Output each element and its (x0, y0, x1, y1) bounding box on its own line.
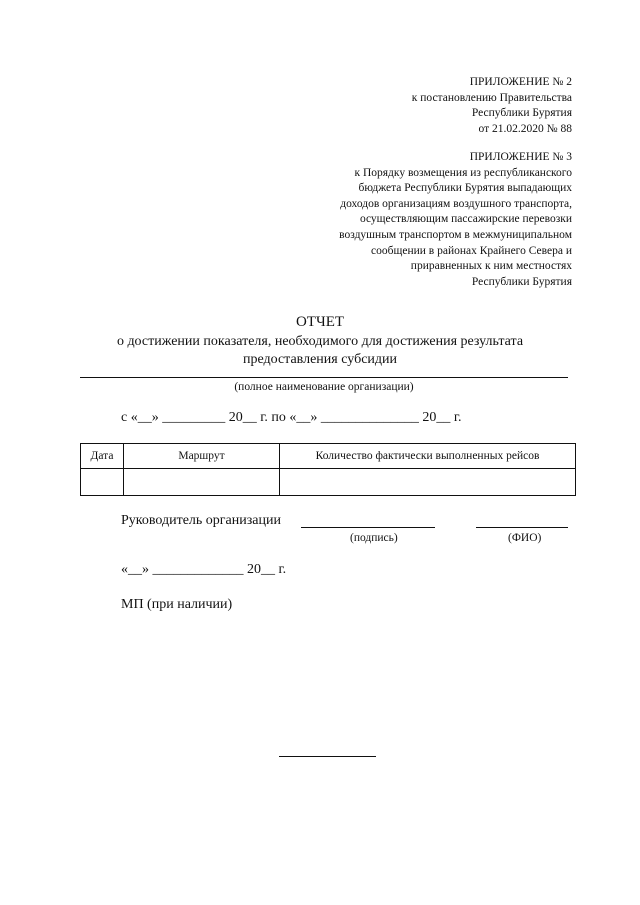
fio-field[interactable] (476, 527, 568, 528)
signature-date-line: «__» _____________ 20__ г. (121, 562, 287, 577)
appendix-2-block (412, 75, 572, 137)
report-title: ОТЧЕТ (295, 314, 345, 330)
fio-caption: (ФИО) (508, 532, 542, 544)
appendix-3-line: осуществляющим пассажирские перевозки (359, 213, 572, 226)
table-cell-date[interactable] (81, 469, 124, 496)
appendix-3-block (339, 150, 572, 290)
column-header-date: Дата (81, 444, 124, 469)
appendix-3-line: ПРИЛОЖЕНИЕ № 3 (469, 151, 572, 163)
report-subtitle-line: предоставления субсидии (242, 352, 398, 367)
flights-table (80, 443, 576, 496)
appendix-2-line: Республики Бурятия (471, 107, 572, 120)
appendix-2-line: ПРИЛОЖЕНИЕ № 2 (469, 76, 572, 88)
table-header-row (81, 444, 576, 469)
column-header-route: Маршрут (124, 444, 280, 469)
head-of-organization-label: Руководитель организации (121, 513, 281, 528)
report-subtitle-line: о достижении показателя, необходимого для достижения результата (116, 334, 524, 349)
appendix-3-line: приравненных к ним местностях (410, 260, 572, 273)
footer-divider (279, 756, 376, 757)
organization-caption: (полное наименование организации) (234, 381, 414, 393)
table-cell-flights-count[interactable] (280, 469, 576, 496)
column-header-flights-count: Количество фактически выполненных рейсов (280, 444, 576, 469)
appendix-2-line: от 21.02.2020 № 88 (478, 122, 572, 135)
organization-name-field[interactable] (80, 377, 568, 378)
appendix-3-line: к Порядку возмещения из республиканского (354, 166, 572, 179)
appendix-3-line: сообщении в районах Крайнего Севера и (371, 244, 572, 257)
appendix-2-line: к постановлению Правительства (411, 91, 572, 104)
signature-field[interactable] (301, 527, 435, 528)
signature-caption: (подпись) (350, 532, 398, 544)
appendix-3-line: бюджета Республики Бурятия выпадающих (358, 182, 572, 195)
appendix-3-line: воздушным транспортом в межмуниципальном (339, 228, 572, 241)
table-row (81, 469, 576, 496)
period-line: с «__» _________ 20__ г. по «__» ______________ 20__ г. (121, 410, 462, 425)
stamp-label: МП (при наличии) (121, 597, 233, 612)
report-subtitle (0, 333, 640, 369)
appendix-3-line: доходов организациям воздушного транспорта, (340, 197, 572, 210)
table-cell-route[interactable] (124, 469, 280, 496)
appendix-3-line: Республики Бурятия (471, 275, 572, 288)
